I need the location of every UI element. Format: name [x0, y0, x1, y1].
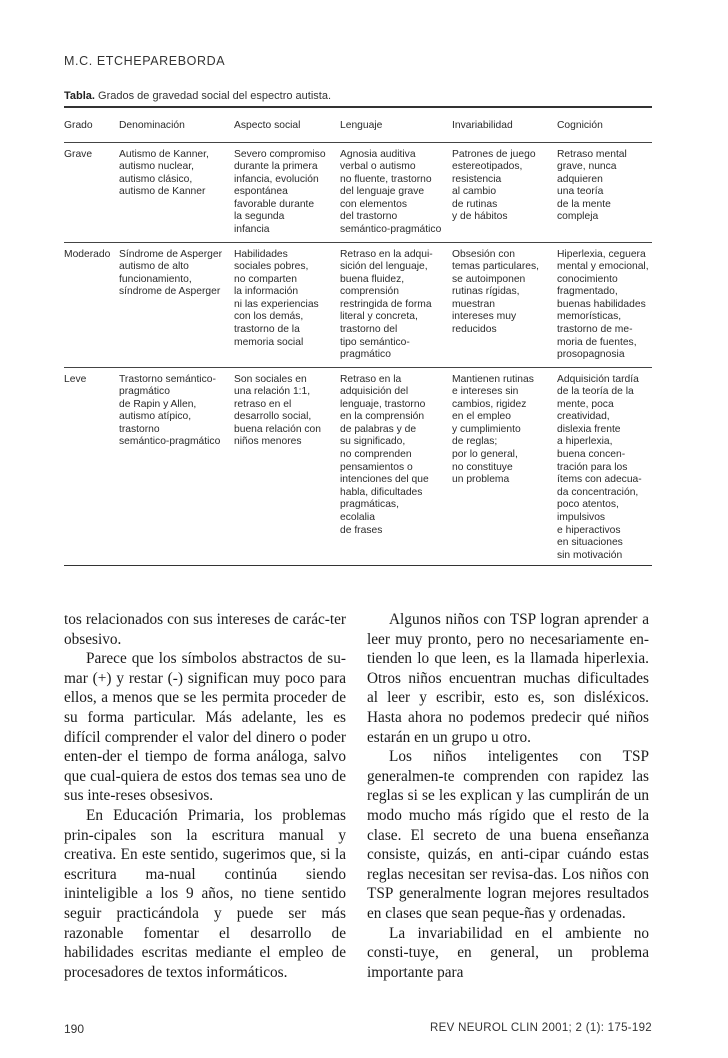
- cell-lenguaje: Retraso en la adquisición del lenguaje, trastorno en la comprensión de palabras y de su significado, no comprenden pensamientos o intenciones del que habla, dificultades pragmáticas, ecolalia de frases: [340, 373, 429, 536]
- cell-invariabilidad: Mantienen rutinas e intereses sin cambios, rigidez en el empleo y cumplimiento de reglas; por lo general, no constituye un problema: [452, 373, 534, 486]
- body-column-left: [64, 610, 346, 982]
- table-caption: [64, 90, 331, 102]
- table-header-row: [64, 108, 652, 142]
- header-aspecto-social: Aspecto social: [234, 119, 301, 131]
- paragraph: Algunos niños con TSP logran aprender a leer muy pronto, pero no necesariamente en-tienden lo que leen, es la llamada hiperlexia. Otros niños encuentran muchas dificultades al leer y escribir, esto es, son disléxicos. Hasta ahora no podemos predecir qué niños estarán en un grupo u otro.: [367, 611, 649, 746]
- cell-denominacion: Autismo de Kanner, autismo nuclear, autismo clásico, autismo de Kanner: [119, 148, 209, 198]
- severity-table: [64, 106, 652, 566]
- cell-aspecto-social: Son sociales en una relación 1:1, retraso en el desarrollo social, buena relación con niños menores: [234, 373, 322, 448]
- cell-cognicion: Retraso mental grave, nunca adquieren una teoría de la mente compleja: [557, 148, 627, 223]
- cell-denominacion: Trastorno semántico- pragmático de Rapin y Allen, autismo atípico, trastorno semántico-pragmático: [119, 373, 221, 448]
- page-number: 190: [64, 1022, 85, 1036]
- cell-grado: Grave: [64, 148, 93, 160]
- paragraph: Parece que los símbolos abstractos de su-mar (+) y restar (-) significan muy poco para ellos, a menos que se les permita proceder de su forma particular. Más adelante, les es difícil comprender el valor del dinero o poder enten-der el tiempo de forma análoga, salvo que cual-quiera de estos dos temas sea uno de sus inte-reses obsesivos.: [64, 650, 346, 805]
- body-column-right: [367, 610, 649, 982]
- cell-invariabilidad: Patrones de juego estereotipados, resistencia al cambio de rutinas y de hábitos: [452, 148, 536, 223]
- header-invariabilidad: Invariabilidad: [452, 119, 513, 131]
- cell-cognicion: Adquisición tardía de la teoría de la mente, poca creatividad, dislexia frente a hiperlexia, buena concen- tración para los ítems con adecua- da concentración, poco atentos, impulsivos e hiperactivos en situaciones sin motivación: [557, 373, 642, 561]
- cell-aspecto-social: Severo compromiso durante la primera infancia, evolución espontánea favorable durante la segunda infancia: [234, 148, 326, 236]
- cell-aspecto-social: Habilidades sociales pobres, no comparten la información ni las experiencias con los demás, trastorno de la memoria social: [234, 248, 319, 348]
- table-caption-text: Grados de gravedad social del espectro autista.: [94, 90, 332, 102]
- paragraph: La invariabilidad en el ambiente no consti-tuye, en general, un problema importante para: [367, 924, 649, 981]
- journal-reference: REV NEUROL CLIN 2001; 2 (1): 175-192: [430, 1022, 652, 1034]
- cell-lenguaje: Agnosia auditiva verbal o autismo no fluente, trastorno del lenguaje grave con elementos del trastorno semántico-pragmático: [340, 148, 442, 236]
- table-row: [64, 243, 652, 367]
- header-lenguaje: Lenguaje: [340, 119, 383, 131]
- header-grado: Grado: [64, 119, 93, 131]
- paragraph: tos relacionados con sus intereses de carác-ter obsesivo.: [64, 611, 346, 648]
- table-caption-label: Tabla.: [64, 90, 95, 102]
- header-cognicion: Cognición: [557, 119, 603, 131]
- running-head: M.C. ETCHEPAREBORDA: [64, 54, 226, 68]
- table-row: [64, 368, 652, 565]
- cell-denominacion: Síndrome de Asperger autismo de alto funcionamiento, síndrome de Asperger: [119, 248, 223, 298]
- cell-grado: Moderado: [64, 248, 111, 260]
- table-row: [64, 143, 652, 242]
- header-denominacion: Denominación: [119, 119, 185, 131]
- paragraph: Los niños inteligentes con TSP generalmen-te comprenden con rapidez las reglas si se les explican y las cumplirán de un modo mucho más rígido que el resto de la clase. El secreto de una buena enseñanza consiste, quizás, en anti-cipar cuándo estas reglas necesitan ser revisa-das. Los niños con TSP generalmente logran mejores resultados en clases que sean peque-ñas y ordenadas.: [367, 748, 649, 922]
- cell-lenguaje: Retraso en la adqui- sición del lenguaje, buena fluidez, comprensión restringida de forma literal y concreta, trastorno del tipo semántico- pragmático: [340, 248, 433, 361]
- cell-cognicion: Hiperlexia, ceguera mental y emocional, conocimiento fragmentado, buenas habilidades memorísticas, trastorno de me- moria de fuentes, prosopagnosia: [557, 248, 649, 361]
- table-bottom-rule: [64, 565, 652, 567]
- cell-invariabilidad: Obsesión con temas particulares, se autoimponen rutinas rígidas, muestran intereses muy reducidos: [452, 248, 539, 336]
- paragraph: En Educación Primaria, los problemas prin-cipales son la escritura manual y creativa. En este sentido, sugerimos que, si la escritura ma-nual continúa siendo ininteligible a los 9 años, no tiene sentido seguir practicándola y puede ser más razonable fomentar el desarrollo de habilidades escritas mediante el empleo de procesadores de textos informáticos.: [64, 806, 346, 981]
- cell-grado: Leve: [64, 373, 87, 385]
